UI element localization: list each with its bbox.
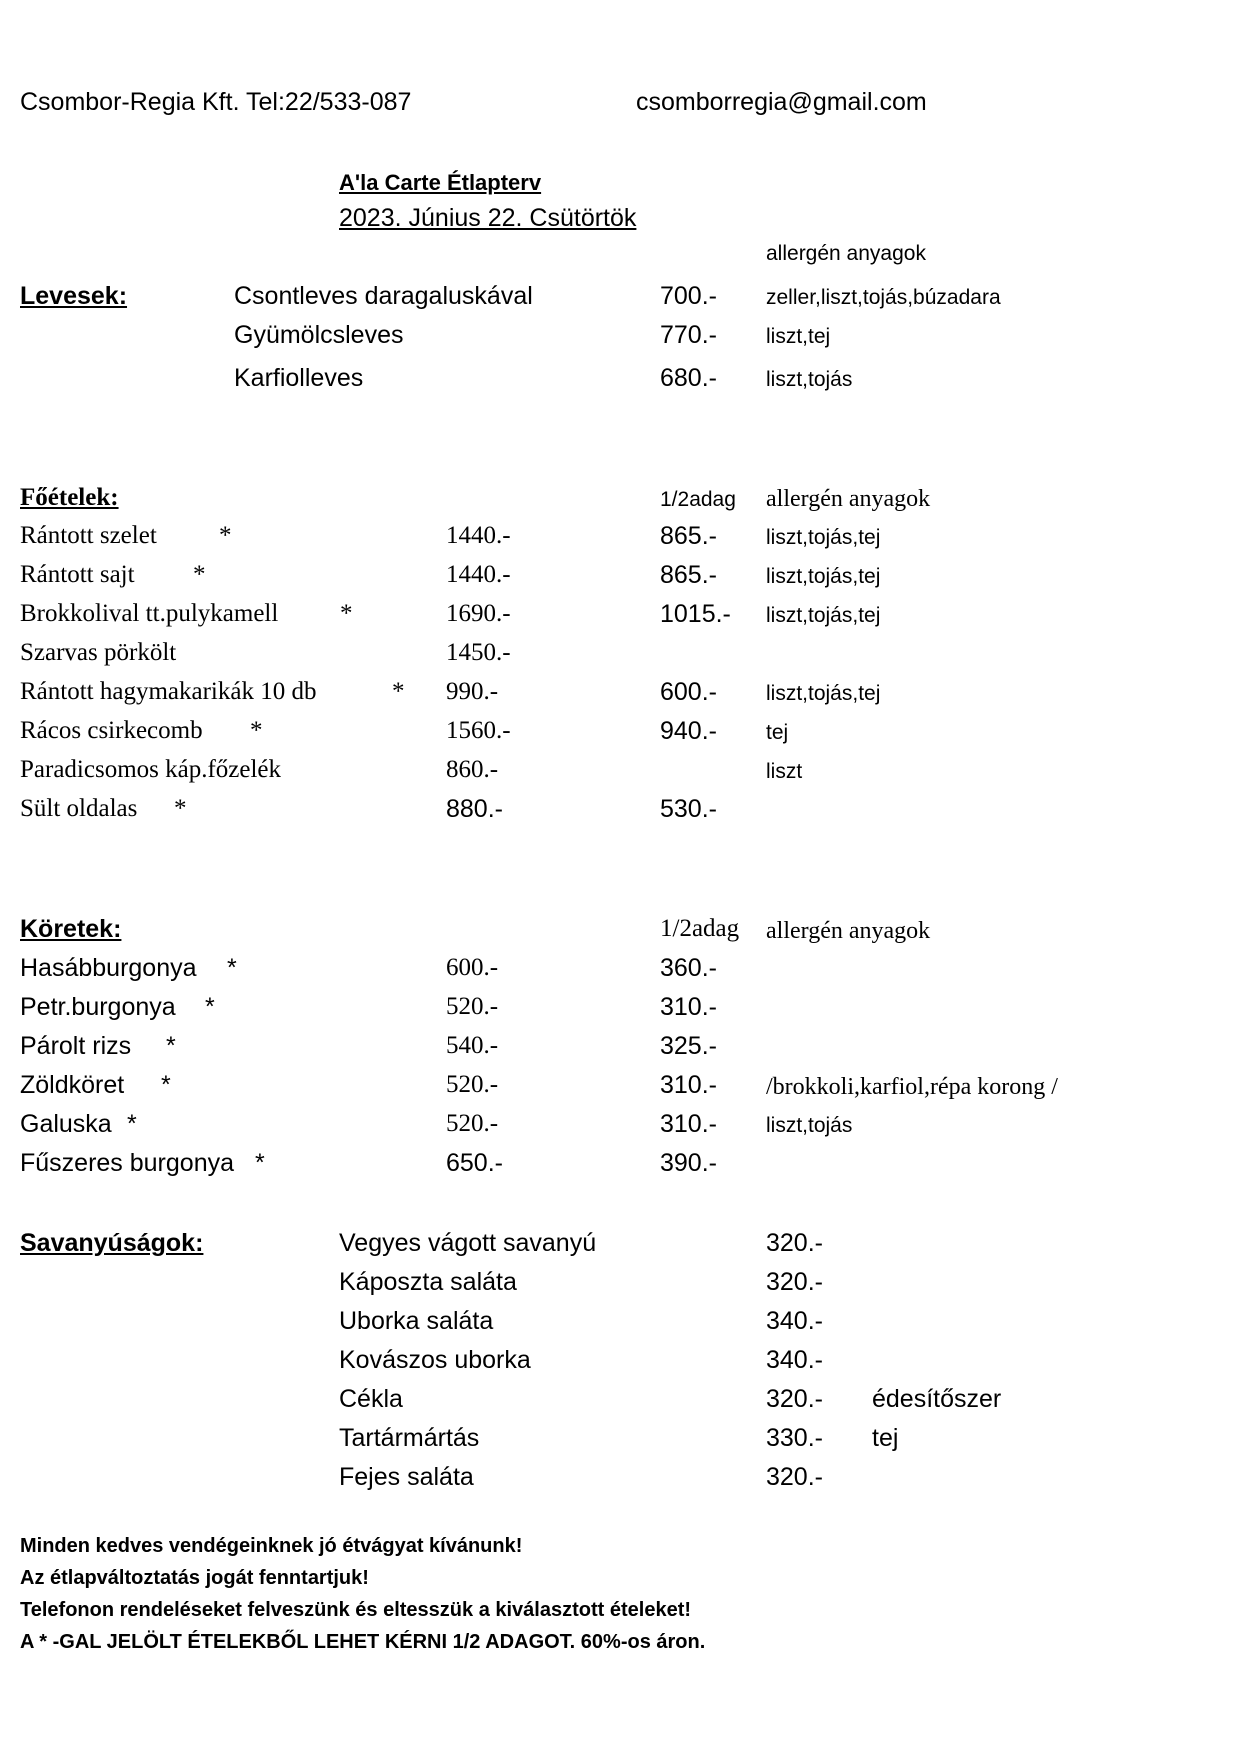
dish-name: Paradicsomos káp.főzelék [20,756,282,783]
dish-allergens: zeller,liszt,tojás,búzadara [766,286,1001,309]
dish-name: Zöldköret [20,1071,125,1099]
dish-allergens: liszt,tojás,tej [766,565,881,588]
list-item [0,522,1240,558]
half-price: 360.- [660,954,717,982]
list-item [0,600,1240,636]
dish-name: Káposzta saláta [339,1268,517,1296]
dish-name: Cékla [339,1385,403,1413]
half-price: 530.- [660,795,717,823]
dish-price: 990.- [446,678,499,705]
half-portion-star: * [166,1032,176,1060]
list-item [0,1032,1240,1068]
list-item [0,561,1240,597]
half-portion-star: * [161,1071,171,1099]
dish-name: Rántott hagymakarikák 10 db [20,678,317,705]
half-price: 325.- [660,1032,717,1060]
dish-allergens: tej [766,721,789,744]
footer-line: Minden kedves vendégeinknek jó étvágyat kívánunk! [20,1535,523,1557]
list-item [0,1149,1240,1185]
dish-price: 1560.- [446,717,511,744]
dish-allergens: tej [872,1424,899,1452]
dish-name: Rántott szelet [20,522,157,549]
dish-price: 700.- [660,282,717,310]
dish-name: Karfiolleves [234,364,364,392]
half-price: 600.- [660,678,717,706]
dish-name: Szarvas pörkölt [20,639,177,666]
half-price: 940.- [660,717,717,745]
dish-name: Galuska [20,1110,112,1138]
list-item [0,717,1240,753]
dish-price: 340.- [766,1307,823,1335]
half-price: 1015.- [660,600,731,628]
dish-allergens: liszt,tojás,tej [766,526,881,549]
half-portion-star: * [227,954,237,982]
dish-price: 320.- [766,1385,823,1413]
dish-name: Rácos csirkecomb [20,717,203,744]
dish-price: 340.- [766,1346,823,1374]
dish-price: 540.- [446,1032,499,1059]
dish-price: 330.- [766,1424,823,1452]
half-price: 865.- [660,522,717,550]
list-item [0,678,1240,714]
dish-allergens: édesítőszer [872,1385,1002,1413]
dish-allergens: liszt,tojás [766,1114,853,1137]
menu-date: 2023. Június 22. Csütörtök [339,204,637,232]
dish-allergens: /brokkoli,karfiol,répa korong / [766,1074,1058,1100]
dish-name: Csontleves daragaluskával [234,282,533,310]
company-info: Csombor-Regia Kft. Tel:22/533-087 [20,88,412,116]
list-item [0,1385,1240,1421]
dish-price: 320.- [766,1268,823,1296]
dish-price: 320.- [766,1463,823,1491]
dish-price: 1440.- [446,522,511,549]
dish-name: Fűszeres burgonya [20,1149,235,1177]
list-item [0,1463,1240,1499]
half-portion-star: * [340,600,353,627]
dish-price: 520.- [446,993,499,1020]
dish-name: Hasábburgonya [20,954,197,982]
foetelek-allergen-header: allergén anyagok [766,486,931,512]
dish-name: Brokkolival tt.pulykamell [20,600,279,627]
dish-name: Sült oldalas [20,795,138,822]
dish-price: 1450.- [446,639,511,666]
dish-name: Párolt rizs [20,1032,132,1060]
dish-price: 600.- [446,954,499,981]
footer-line: A * -GAL JELÖLT ÉTELEKBŐL LEHET KÉRNI 1/2 ADAGOT. 60%-os áron. [20,1631,706,1653]
half-portion-star: * [392,678,405,705]
half-price: 390.- [660,1149,717,1177]
dish-price: 1440.- [446,561,511,588]
dish-name: Vegyes vágott savanyú [339,1229,597,1257]
dish-name: Kovászos uborka [339,1346,531,1374]
footer-line: Az étlapváltoztatás jogát fenntartjuk! [20,1567,369,1589]
half-portion-star: * [174,795,187,822]
dish-name: Rántott sajt [20,561,135,588]
dish-price: 520.- [446,1110,499,1137]
foetelek-half-header: 1/2adag [660,488,736,511]
list-item [0,1346,1240,1382]
dish-allergens: liszt,tojás,tej [766,604,881,627]
dish-price: 650.- [446,1149,503,1177]
dish-allergens: liszt,tej [766,325,831,348]
list-item [0,954,1240,990]
half-portion-star: * [127,1110,137,1138]
dish-price: 860.- [446,756,499,783]
dish-name: Fejes saláta [339,1463,474,1491]
list-item [0,795,1240,831]
half-price: 310.- [660,993,717,1021]
list-item [0,282,1240,318]
levesek-heading: Levesek: [20,282,128,310]
list-item [0,1071,1240,1107]
dish-allergens: liszt [766,760,803,783]
menu-title: A'la Carte Étlapterv [339,170,542,195]
half-price: 865.- [660,561,717,589]
list-item [0,639,1240,675]
half-price: 310.- [660,1071,717,1099]
half-portion-star: * [255,1149,265,1177]
dish-price: 770.- [660,321,717,349]
list-item [0,1229,1240,1265]
koretek-half-header: 1/2adag [660,915,740,942]
list-item [0,364,1240,400]
dish-name: Petr.burgonya [20,993,176,1021]
dish-allergens: liszt,tojás,tej [766,682,881,705]
dish-price: 680.- [660,364,717,392]
dish-allergens: liszt,tojás [766,368,853,391]
dish-price: 520.- [446,1071,499,1098]
half-price: 310.- [660,1110,717,1138]
list-item [0,756,1240,792]
levesek-allergen-header: allergén anyagok [766,242,926,265]
dish-name: Uborka saláta [339,1307,494,1335]
email-address: csomborregia@gmail.com [636,88,927,116]
dish-name: Tartármártás [339,1424,480,1452]
list-item [0,1307,1240,1343]
dish-price: 1690.- [446,600,511,627]
dish-price: 320.- [766,1229,823,1257]
koretek-heading: Köretek: [20,915,122,943]
dish-price: 880.- [446,795,503,823]
half-portion-star: * [219,522,232,549]
list-item [0,1424,1240,1460]
foetelek-heading: Főételek: [20,484,119,511]
half-portion-star: * [193,561,206,588]
list-item [0,1110,1240,1146]
dish-name: Gyümölcsleves [234,321,404,349]
list-item [0,1268,1240,1304]
koretek-allergen-header: allergén anyagok [766,918,931,944]
savanyusagok-heading: Savanyúságok: [20,1229,204,1257]
footer-line: Telefonon rendeléseket felveszünk és eltesszük a kiválasztott ételeket! [20,1599,692,1621]
list-item [0,321,1240,357]
half-portion-star: * [205,993,215,1021]
half-portion-star: * [250,717,263,744]
list-item [0,993,1240,1029]
